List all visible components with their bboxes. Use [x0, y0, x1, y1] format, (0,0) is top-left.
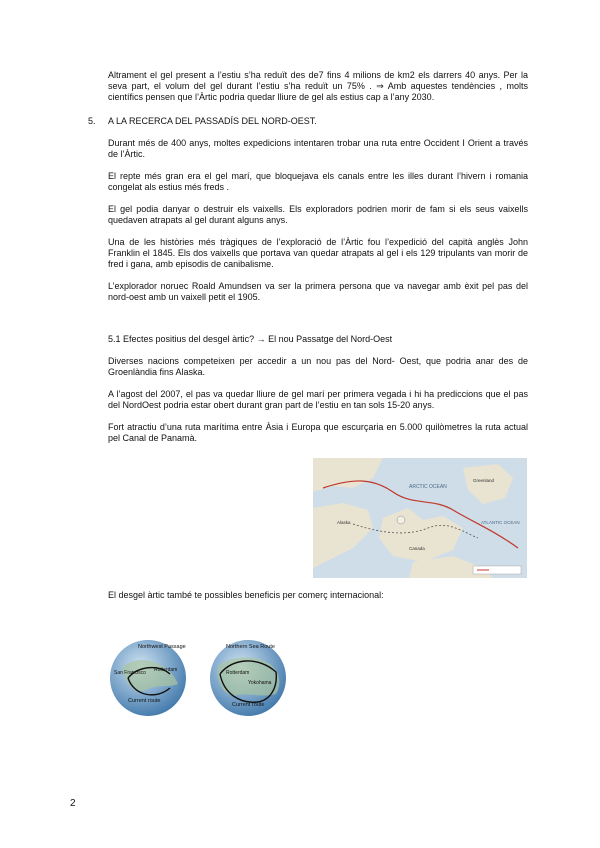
globe-right-city-b: Yokohama — [248, 680, 272, 686]
map-label-alaska: Alaska — [337, 520, 351, 525]
page-number: 2 — [70, 798, 76, 809]
globe-right-route-bottom: Current route — [232, 702, 265, 708]
section-5-1-paragraph-2: A l’agost del 2007, el pas va quedar lliure de gel marí per primera vegada i hi ha prediccions que el pas del NordOest podria estar obert durant gran part de l’estiu en tan sols 15-20 anys. — [108, 389, 528, 410]
map-label-ocean: ARCTIC OCEAN — [409, 484, 447, 490]
map-label-greenland: Greenland — [473, 478, 495, 483]
globe-left-city-a: San Francisco — [114, 670, 146, 676]
globe-left-city-b: Rotterdam — [154, 667, 178, 673]
section-5-paragraph-4: Una de les històries més tràgiques de l’exploració de l’Àrtic fou l’expedició del capità anglès John Franklin el 1845. Els dos vaixells que portava van quedar atrapats al gel i els 129 tripulants van morir de fred i gana, amb episodis de canibalisme. — [108, 237, 528, 269]
globe-left-route-top: Northwest Passage — [138, 644, 186, 650]
globe-left-route-bottom: Current route — [128, 698, 161, 704]
section-5-paragraph-5: L’explorador noruec Roald Amundsen va ser la primera persona que va navegar amb èxit pel pas del nord-oest amb un vaixell petit el 1905. — [108, 281, 528, 302]
map-label-atlantic: ATLANTIC OCEAN — [481, 520, 520, 525]
section-5-paragraph-1: Durant més de 400 anys, moltes expedicions intentaren trobar una ruta entre Occident I Orient a través de l’Àrtic. — [108, 138, 528, 159]
map-label-canada: Canada — [409, 546, 425, 551]
globe-right-city-a: Rotterdam — [226, 670, 250, 676]
section-5-paragraph-3: El gel podia danyar o destruir els vaixells. Els exploradors podrien morir de fam si els seus vaixells quedaven atrapats al gel durant alguns anys. — [108, 204, 528, 225]
section-5-number: 5. — [88, 116, 96, 126]
trade-caption: El desgel àrtic també te possibles beneficis per comerç internacional: — [108, 590, 384, 600]
shipping-routes-globes — [108, 638, 293, 718]
globe-right-route-top: Northern Sea Route — [226, 644, 275, 650]
section-5-1-title: 5.1 Efectes positius del desgel àrtic? → El nou Passatge del Nord-Oest — [108, 334, 393, 344]
section-5-title: A LA RECERCA DEL PASSADÍS DEL NORD-OEST. — [108, 116, 317, 126]
intro-paragraph: Altrament el gel present a l’estiu s’ha reduït des de7 fins 4 milions de km2 els darrers 40 anys. Per la seva part, el volum del gel durant l’estiu s’ha reduït un 75% . ⇒ Amb aquestes tendències , molts científics pensen que l’Àrtic podria quedar lliure de gel als estius cap a l’any 2030. — [108, 70, 528, 102]
northwest-passage-map — [313, 458, 527, 578]
section-5-paragraph-2: El repte més gran era el gel marí, que bloquejava els canals entre les illes durant l’hivern i romania congelat als estius més freds . — [108, 171, 528, 192]
section-5-1-paragraph-1: Diverses nacions competeixen per accedir a un nou pas del Nord- Oest, que podria anar des de Groenlàndia fins Alaska. — [108, 356, 528, 377]
section-5-1-paragraph-3: Fort atractiu d’una ruta marítima entre Àsia i Europa que escurçaria en 5.000 quilòmetres la ruta actual pel Canal de Panamà. — [108, 422, 528, 443]
